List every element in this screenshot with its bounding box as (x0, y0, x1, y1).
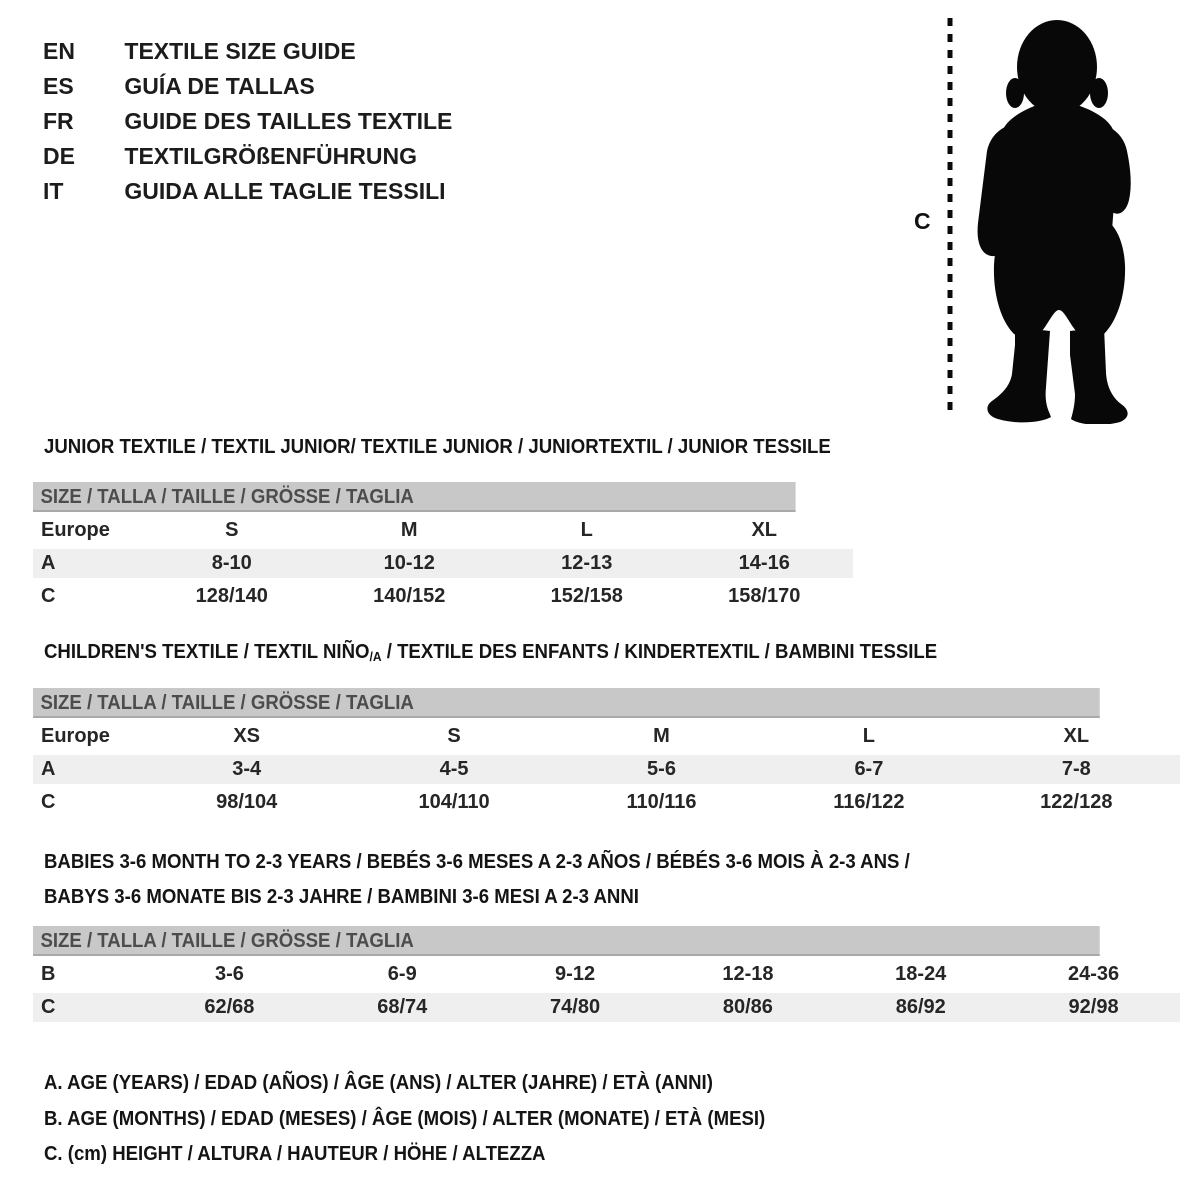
table-cell: 122/128 (1040, 791, 1113, 813)
section-title-babies (44, 845, 975, 915)
table-cell: L (580, 519, 593, 541)
table-cell: L (862, 725, 875, 747)
table-cell: 7-8 (1061, 758, 1091, 780)
language-code: EN (43, 38, 75, 64)
language-title: GUIDE DES TAILLES TEXTILE (124, 108, 453, 134)
table-row-age-years (33, 753, 1180, 786)
table-cell: 140/152 (373, 585, 446, 607)
legend-line-c: C. (cm) HEIGHT / ALTURA / HAUTEUR / HÖHE / ALTEZZA (44, 1143, 546, 1165)
row-label: A (41, 552, 56, 574)
language-row-es (43, 69, 452, 104)
table-cell: 5-6 (647, 758, 676, 780)
table-cell: 6-7 (854, 758, 884, 780)
table-cell: 74/80 (550, 996, 601, 1018)
toddler-silhouette-icon (900, 10, 1192, 424)
table-cell: M (400, 519, 418, 541)
table-cell: 12-13 (561, 552, 613, 574)
table-row-europe (33, 514, 853, 547)
section-title-children-sub: /A (369, 649, 382, 664)
table-header: SIZE / TALLA / TAILLE / GRÖSSE / TAGLIA (33, 482, 796, 512)
table-row-height-cm (33, 580, 853, 613)
table-cell: 3-6 (214, 963, 244, 985)
section-title-children (44, 641, 937, 664)
language-row-de (43, 139, 452, 174)
table-row-age-years (33, 547, 853, 580)
language-code: IT (43, 178, 64, 204)
row-label: C (41, 996, 56, 1018)
table-row-height-cm (33, 786, 1180, 819)
language-title: TEXTILE SIZE GUIDE (124, 38, 356, 64)
row-label: A (41, 758, 56, 780)
table-cell: 86/92 (895, 996, 946, 1018)
table-row-europe (33, 720, 1180, 753)
language-row-en (43, 34, 452, 69)
table-body (33, 514, 853, 613)
section-title-children-pre: CHILDREN'S TEXTILE / TEXTIL NIÑO (44, 641, 370, 663)
row-label: B (41, 963, 56, 985)
table-cell: 4-5 (439, 758, 469, 780)
table-cell: 6-9 (387, 963, 417, 985)
table-cell: 12-18 (722, 963, 774, 985)
table-cell: 110/116 (626, 791, 697, 813)
table-row-age-months (33, 958, 1180, 991)
measurement-legend (44, 1066, 820, 1173)
table-cell: XL (1063, 725, 1090, 747)
legend-line-a: A. AGE (YEARS) / EDAD (AÑOS) / ÂGE (ANS) / ALTER (JAHRE) / ETÀ (ANNI) (44, 1072, 713, 1094)
table-header: SIZE / TALLA / TAILLE / GRÖSSE / TAGLIA (33, 688, 1100, 718)
table-cell: M (653, 725, 670, 747)
row-label: C (41, 585, 56, 607)
table-cell: 80/86 (722, 996, 773, 1018)
table-cell: 62/68 (204, 996, 255, 1018)
row-label: C (41, 791, 56, 813)
table-cell: 14-16 (738, 552, 790, 574)
row-label: Europe (41, 725, 110, 747)
section-title-babies-line2: BABYS 3-6 MONATE BIS 2-3 JAHRE / BAMBINI 3-6 MESI A 2-3 ANNI (44, 886, 639, 908)
table-cell: 68/74 (377, 996, 428, 1018)
table-cell: 92/98 (1068, 996, 1119, 1018)
table-cell: 98/104 (216, 791, 278, 813)
section-title-children-post: / TEXTILE DES ENFANTS / KINDERTEXTIL / BAMBINI TESSILE (381, 641, 938, 663)
table-cell: 10-12 (383, 552, 435, 574)
table-body (33, 958, 1180, 1024)
language-list (43, 34, 452, 209)
language-title: TEXTILGRÖßENFÜHRUNG (124, 143, 417, 169)
language-title: GUÍA DE TALLAS (124, 73, 315, 99)
table-cell: 158/170 (728, 585, 801, 607)
table-cell: 104/110 (418, 791, 490, 813)
table-cell: 9-12 (555, 963, 596, 985)
size-table-babies (33, 926, 1180, 1024)
table-cell: 8-10 (211, 552, 252, 574)
section-title-babies-line1: BABIES 3-6 MONTH TO 2-3 YEARS / BEBÉS 3-6 MESES A 2-3 AÑOS / BÉBÉS 3-6 MOIS À 2-3 ANS / (44, 851, 910, 873)
height-measure-figure (900, 10, 1192, 424)
table-body (33, 720, 1180, 819)
language-code: DE (43, 143, 75, 169)
size-table-children (33, 688, 1180, 819)
table-cell: XL (751, 519, 778, 541)
table-cell: 24-36 (1067, 963, 1120, 985)
legend-line-b: B. AGE (MONTHS) / EDAD (MESES) / ÂGE (MOIS) / ALTER (MONATE) / ETÀ (MESI) (44, 1107, 766, 1130)
table-cell: S (447, 725, 461, 747)
table-cell: XS (233, 725, 261, 747)
table-row-height-cm (33, 991, 1180, 1024)
row-label: Europe (41, 519, 110, 541)
height-label-c: C (914, 208, 931, 234)
table-cell: 116/122 (833, 791, 905, 813)
table-cell: 152/158 (550, 585, 623, 607)
language-code: ES (43, 73, 74, 99)
size-table-junior (33, 482, 853, 613)
table-cell: 3-4 (232, 758, 262, 780)
table-header: SIZE / TALLA / TAILLE / GRÖSSE / TAGLIA (33, 926, 1100, 956)
language-title: GUIDA ALLE TAGLIE TESSILI (124, 178, 446, 204)
language-code: FR (43, 108, 74, 134)
section-title-junior: JUNIOR TEXTILE / TEXTIL JUNIOR/ TEXTILE JUNIOR / JUNIORTEXTIL / JUNIOR TESSILE (44, 436, 831, 458)
table-cell: S (225, 519, 239, 541)
language-row-fr (43, 104, 452, 139)
table-cell: 128/140 (195, 585, 268, 607)
table-cell: 18-24 (895, 963, 947, 985)
language-row-it (43, 174, 452, 209)
